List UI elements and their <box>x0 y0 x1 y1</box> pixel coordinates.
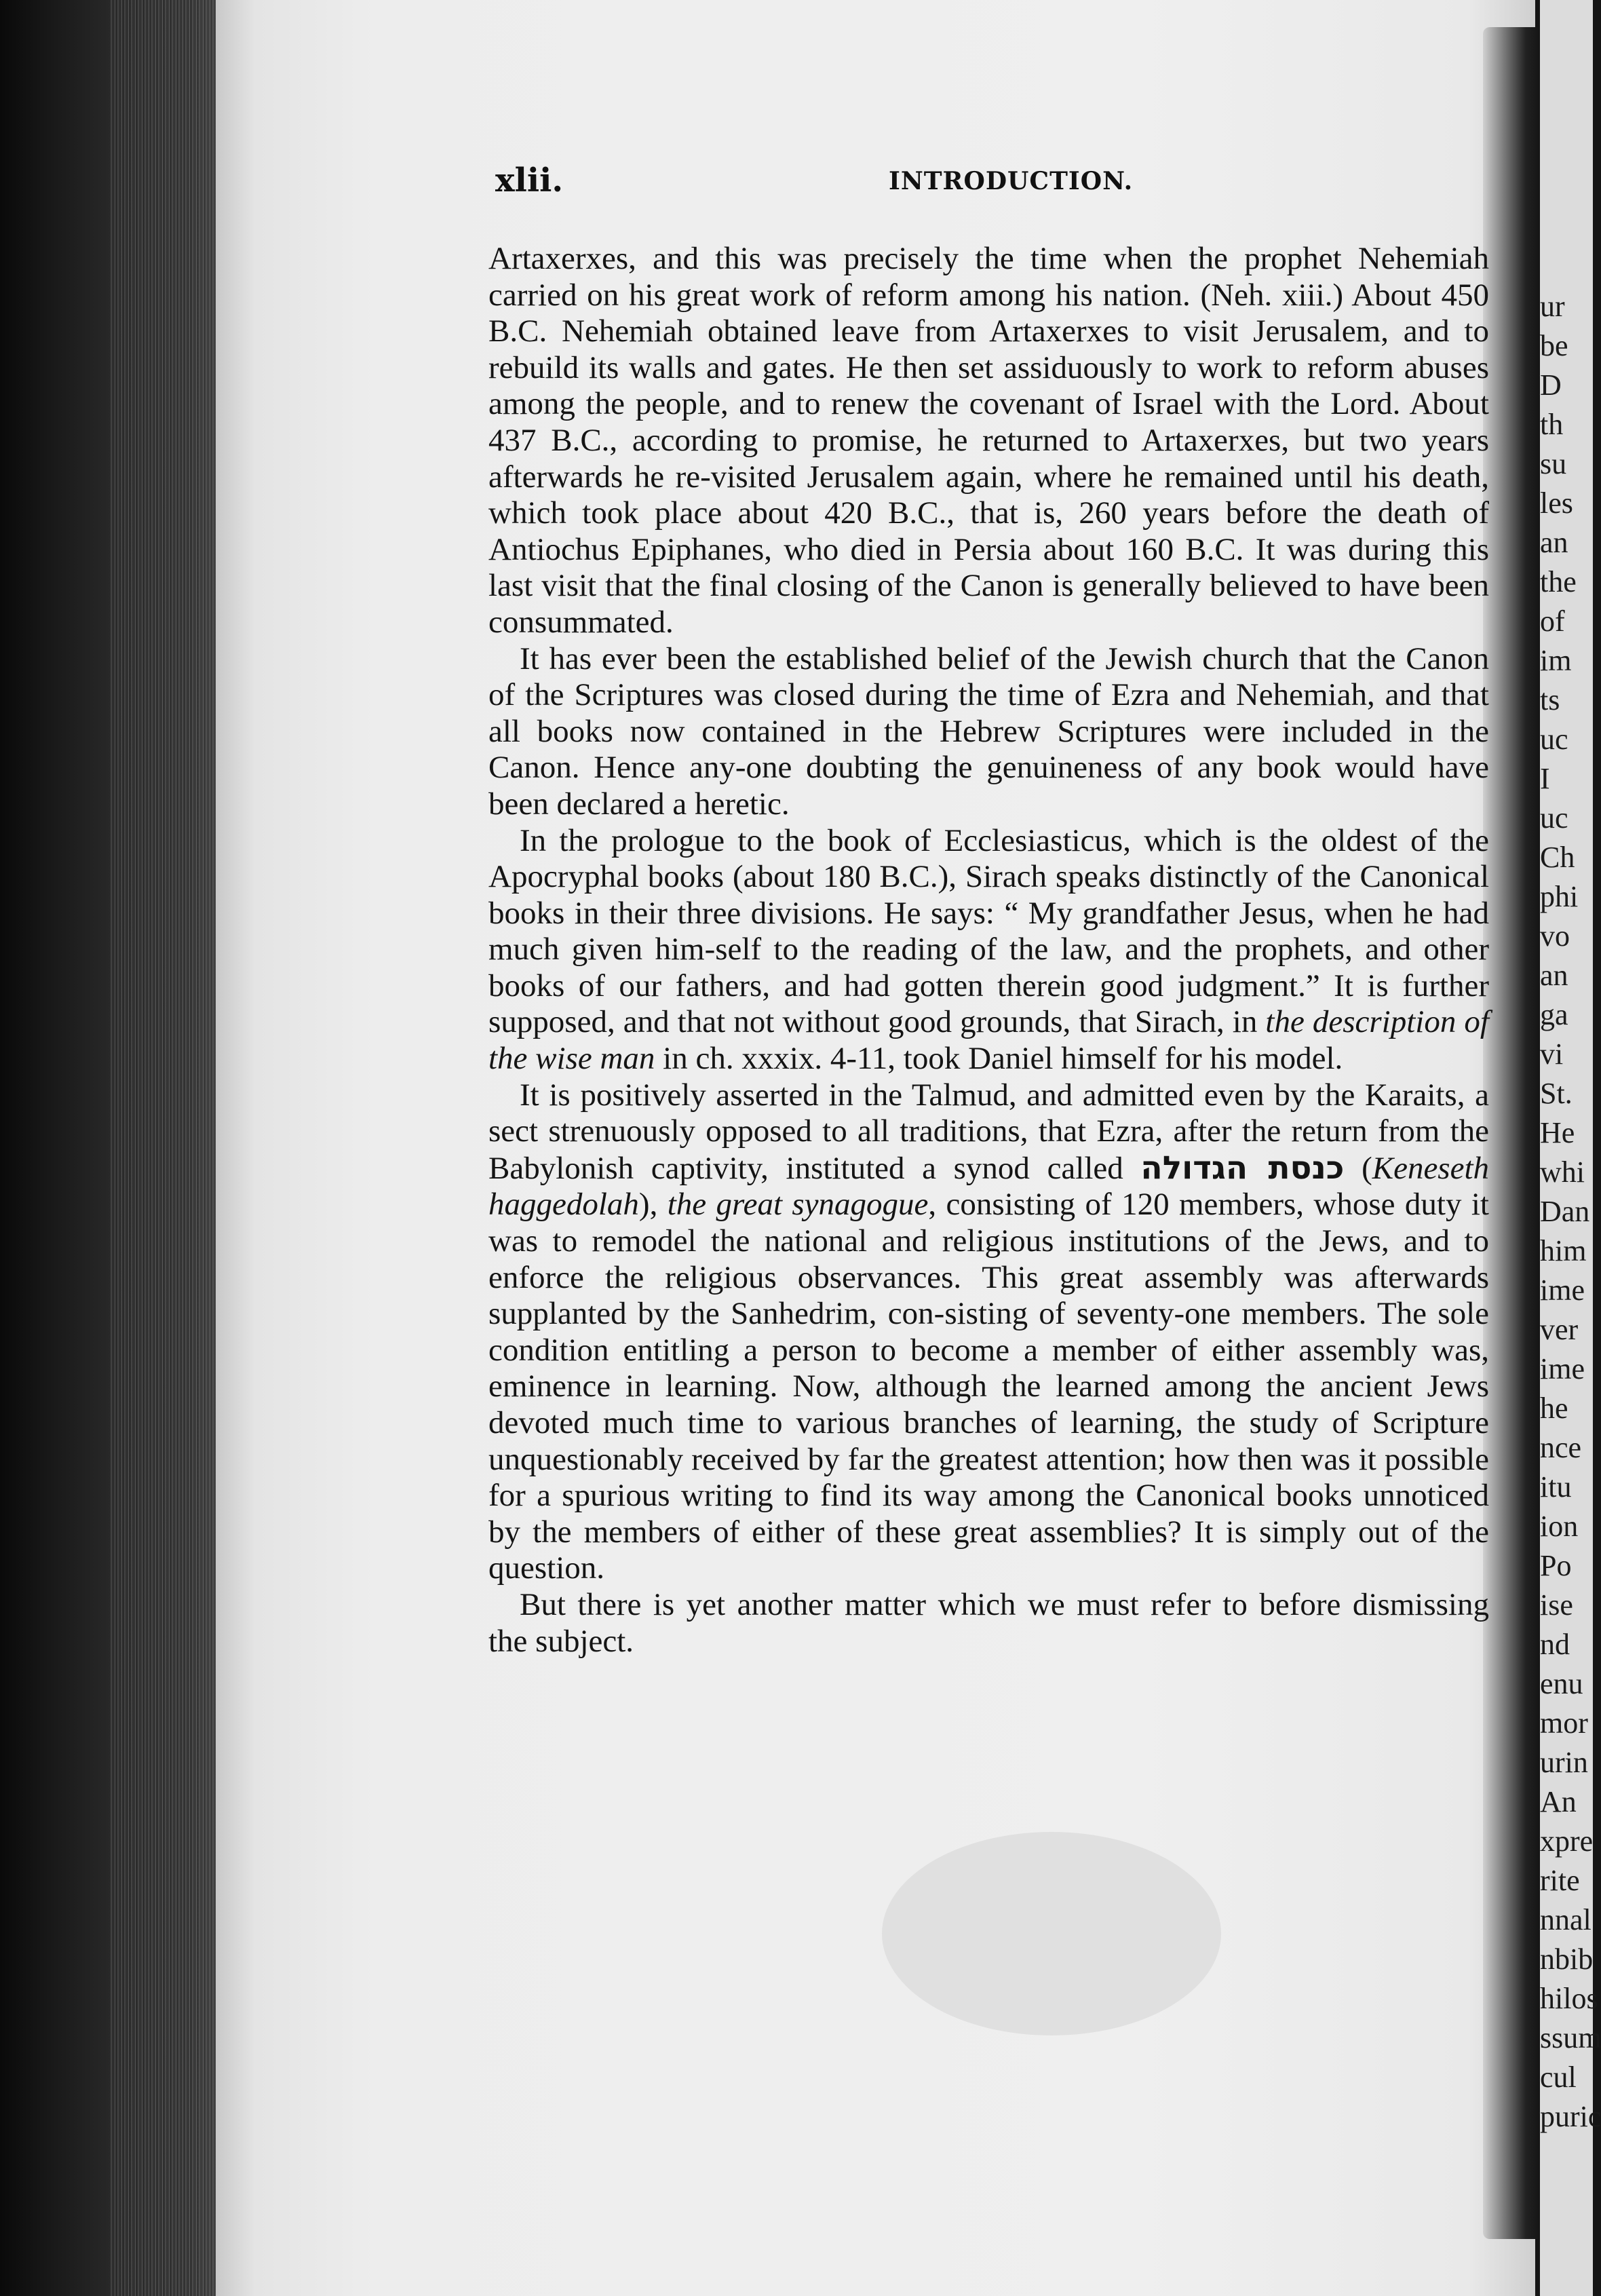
page-number: xlii. <box>495 161 564 199</box>
body-text <box>488 241 1489 1660</box>
text-run: It is positively asserted in the Talmud, and admitted even by the Karaits, a sect strenuously opposed to all traditions, that Ezra, after the return from the Babylonish captivity, instituted a synod called <box>488 1077 1489 1186</box>
facing-page-fragment: nd <box>1540 1628 1570 1661</box>
facing-page-fragment: su <box>1540 447 1567 480</box>
facing-page-edge <box>1540 0 1601 2296</box>
facing-page-fragment: ver <box>1540 1313 1579 1346</box>
facing-page-fragment: I <box>1540 762 1550 795</box>
paragraph <box>488 823 1489 1077</box>
facing-page-fragment: uc <box>1540 723 1568 756</box>
facing-page-fragment: mor <box>1540 1706 1588 1740</box>
facing-page-fragment: ime <box>1540 1274 1585 1307</box>
facing-page-fragment: th <box>1540 408 1564 441</box>
facing-page-fragment: vi <box>1540 1037 1564 1071</box>
facing-page-fragment: urin <box>1540 1746 1588 1779</box>
hebrew-text: כנסת הגדולה <box>1140 1149 1345 1187</box>
facing-page-fragment: nnal <box>1540 1903 1592 1936</box>
facing-page-fragment: An <box>1540 1785 1577 1818</box>
facing-page-fragment: Dan <box>1540 1195 1590 1228</box>
paragraph: Artaxerxes, and this was precisely the time when the prophet Nehemiah carried on his great work of reform among his nation. (Neh. xiii.) About 450 B.C. Nehemiah obtained leave from Artaxerxes to visit Jerusalem, and to rebuild its walls and gates. He then set assiduously to work to reform abuses among the people, and to renew the covenant of Israel with the Lord. About 437 B.C., according to promise, he returned to Artaxerxes, but two years afterwards he re-visited Jerusalem again, where he remained until his death, which took place about 420 B.C., that is, 260 years before the death of Antiochus Epiphanes, who died in Persia about 160 B.C. It was during this last visit that the final closing of the Canon is generally believed to have been consummated. <box>488 241 1489 640</box>
facing-page-fragment: Ch <box>1540 841 1575 874</box>
page-edges <box>109 0 217 2296</box>
paragraph: It has ever been the established belief of the Jewish church that the Canon of the Scriptures was closed during the time of Ezra and Nehemiah, and that all books now contained in the Hebrew Scriptures were included in the Canon. Hence any-one doubting the genuineness of any book would have been declared a heretic. <box>488 640 1489 822</box>
facing-page-fragment: rite <box>1540 1864 1580 1897</box>
facing-page-fragment: him <box>1540 1234 1587 1267</box>
facing-page-fragment: xpre <box>1540 1824 1594 1858</box>
facing-page-fragment: enu <box>1540 1667 1583 1700</box>
facing-page-fragment: ise <box>1540 1588 1573 1622</box>
facing-page-fragment: cul <box>1540 2061 1577 2094</box>
facing-page-fragment: itu <box>1540 1470 1572 1504</box>
facing-page-fragment: vo <box>1540 919 1570 953</box>
page-stain <box>882 1832 1221 2035</box>
facing-page-fragment: St. <box>1540 1077 1573 1110</box>
text-run: , consisting of 120 members, whose duty it was to remodel the national and religious institutions of the Jews, and to enforce the religious observances. This great assembly was afterwards supplanted by the Sanhedrim, con-sisting of seventy-one members. The sole condition entitling a person to become a member of either assembly was, eminence in learning. Now, although the learned among the ancient Jews devoted much time to various branches of learning, the study of Scripture unquestionably received by far the greatest attention; how then was it possible for a spurious writing to find its way among the Canonical books unnoticed by the members of either of these great assemblies? It is simply out of the question. <box>488 1187 1489 1586</box>
facing-page-fragment: ur <box>1540 290 1565 323</box>
italic-text: Keneseth haggedolah <box>488 1150 1490 1223</box>
text-run: ), <box>638 1187 668 1223</box>
paragraph <box>488 1077 1489 1587</box>
book-gutter <box>1483 27 1544 2239</box>
facing-page-fragment: whi <box>1540 1155 1585 1189</box>
facing-page-fragment: nbib <box>1540 1943 1594 1976</box>
page-title: INTRODUCTION. <box>889 167 1134 195</box>
facing-page-fragment: ion <box>1540 1510 1579 1543</box>
facing-page-fragment: ime <box>1540 1352 1585 1385</box>
text-run: In the prologue to the book of Ecclesiasticus, which is the oldest of the Apocryphal books (about 180 B.C.), Sirach speaks distinctly of the Canonical books in their three divisions. He says: “ My grandfather Jesus, when he had much given him-self to the reading of the law, and the prophets, and other books of our fathers, and had gotten therein good judgment.” It is further supposed, and that not without good grounds, that Sirach, in <box>488 822 1489 1040</box>
text-run: ( <box>1344 1150 1372 1186</box>
facing-page-fragment: hilos <box>1540 1982 1598 2015</box>
facing-page-fragment: im <box>1540 644 1572 677</box>
facing-page-fragment: D <box>1540 368 1562 402</box>
facing-page-fragment: ssum <box>1540 2021 1601 2054</box>
facing-page-fragment: les <box>1540 486 1573 520</box>
facing-page-fragment: an <box>1540 959 1568 992</box>
facing-page-fragment: phi <box>1540 880 1579 913</box>
facing-page-fragment: He <box>1540 1116 1575 1149</box>
text-run: in ch. xxxix. 4-11, took Daniel himself for his model. <box>655 1041 1343 1077</box>
facing-page-fragment: uc <box>1540 801 1568 835</box>
facing-page-fragment: the <box>1540 565 1577 598</box>
facing-page-fragment: ts <box>1540 683 1560 716</box>
facing-page-fragment: puric <box>1540 2100 1601 2133</box>
facing-page-fragment: an <box>1540 526 1568 559</box>
facing-page-fragment: he <box>1540 1392 1568 1425</box>
facing-page-fragment: ga <box>1540 998 1568 1031</box>
facing-page-fragment: Po <box>1540 1549 1572 1582</box>
running-head <box>495 161 1499 202</box>
facing-page-fragment: nce <box>1540 1431 1582 1464</box>
facing-page-fragment: be <box>1540 329 1568 362</box>
italic-text: the great synagogue <box>667 1187 929 1223</box>
italic-text: the description of the wise man <box>488 1004 1489 1077</box>
paragraph: But there is yet another matter which we must refer to before dismissing the subject. <box>488 1586 1489 1659</box>
facing-page-fragment: of <box>1540 605 1565 638</box>
